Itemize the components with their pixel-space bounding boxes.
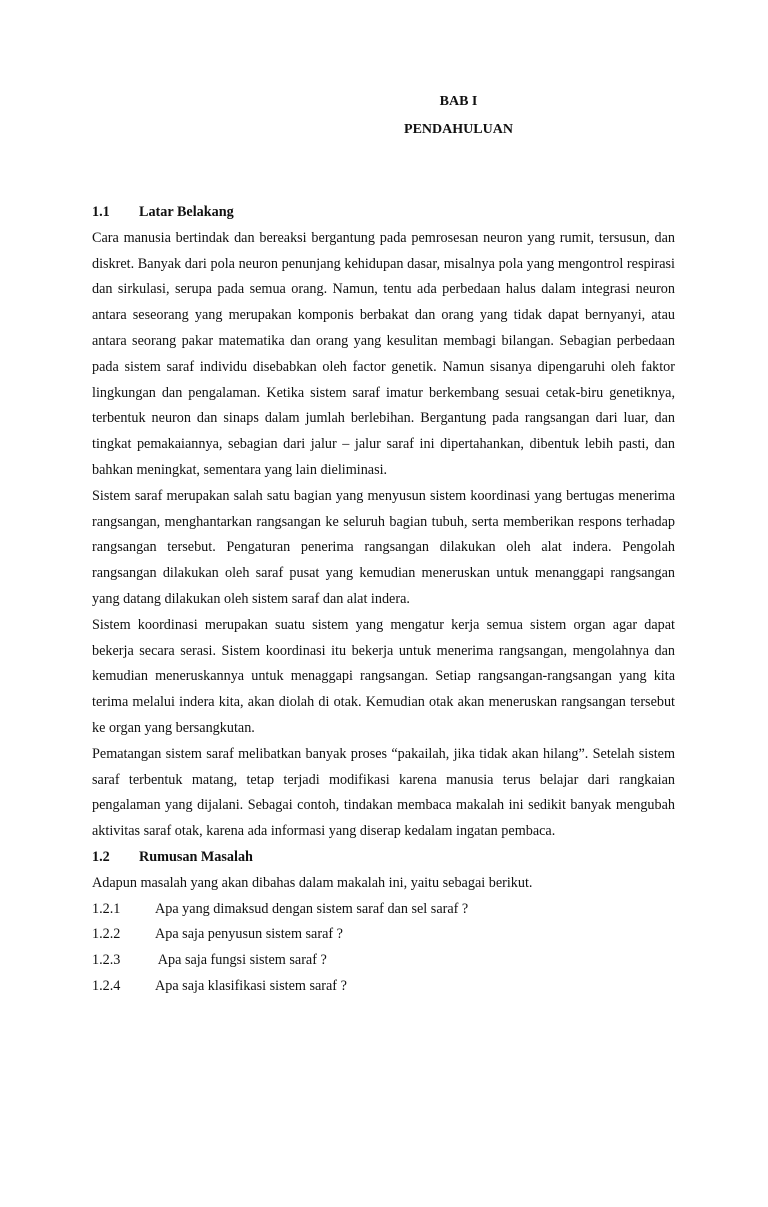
question-number: 1.2.1 xyxy=(92,900,121,917)
question-number: 1.2.2 xyxy=(92,926,121,943)
paragraph: Pematangan sistem saraf melibatkan banyak proses “pakailah, jika tidak akan hilang”. Setelah sistem saraf terbentuk matang, tetap terjadi modifikasi karena manusia terus belajar dari rangkaian pengalaman yang dijalani. Sebagai contoh, tindakan membaca makalah ini sedikit banyak mengubah aktivitas saraf otak, karena ada informasi yang diserap kedalam ingatan pembaca. xyxy=(92,745,675,840)
chapter-title: PENDAHULUAN xyxy=(404,122,513,137)
section-heading-latar-belakang xyxy=(92,200,675,226)
question-text: Apa saja klasifikasi sistem saraf ? xyxy=(155,977,347,994)
question-item xyxy=(92,974,675,1000)
question-number: 1.2.3 xyxy=(92,952,121,969)
document-body xyxy=(92,200,675,1000)
question-text: Apa yang dimaksud dengan sistem saraf dan sel saraf ? xyxy=(155,900,469,917)
question-item xyxy=(92,948,675,974)
section-title: Rumusan Masalah xyxy=(139,848,253,865)
section-number: 1.1 xyxy=(92,204,110,220)
paragraph-intro: Adapun masalah yang akan dibahas dalam makalah ini, yaitu sebagai berikut. xyxy=(92,874,533,891)
section-title: Latar Belakang xyxy=(139,204,234,220)
paragraph: Cara manusia bertindak dan bereaksi bergantung pada pemrosesan neuron yang rumit, tersusun, dan diskret. Banyak dari pola neuron penunjang kehidupan dasar, misalnya pola yang mengontrol respirasi dan sirkulasi, serupa pada semua orang. Namun, tentu ada perbedaan halus dalam integrasi neuron antara seseorang yang merupakan komponis berbakat dan orang yang tidak dapat bernyanyi, atau antara seorang pakar matematika dan orang yang kesulitan membagi bilangan. Sebagian perbedaan pada sistem saraf individu disebabkan oleh factor genetik. Namun sisanya dipengaruhi oleh faktor lingkungan dan pengalaman. Ketika sistem saraf imatur berkembang sesuai cetak-biru genetiknya, terbentuk neuron dan sinaps dalam jumlah berlebihan. Bergantung pada rangsangan dari luar, dan tingkat pemakaiannya, sebagian dari jalur – jalur saraf ini dipertahankan, dibentuk lebih pasti, dan bahkan meningkat, sementara yang lain dieliminasi. xyxy=(92,229,675,478)
section-heading-rumusan-masalah xyxy=(92,845,675,871)
question-text: Apa saja fungsi sistem saraf ? xyxy=(155,952,327,969)
question-item xyxy=(92,897,675,923)
chapter-label: BAB I xyxy=(439,94,478,109)
question-text: Apa saja penyusun sistem saraf ? xyxy=(155,926,343,943)
section-number: 1.2 xyxy=(92,848,110,865)
paragraph: Sistem koordinasi merupakan suatu sistem yang mengatur kerja semua sistem organ agar dapat bekerja secara serasi. Sistem koordinasi itu bekerja untuk menerima rangsangan, mengolahnya dan kemudian meneruskannya untuk menaggapi rangsangan. Setiap rangsangan-rangsangan yang kita terima melalui indera kita, akan diolah di otak. Kemudian otak akan meneruskan rangsangan tersebut ke organ yang bersangkutan. xyxy=(92,616,675,736)
question-number: 1.2.4 xyxy=(92,977,121,994)
question-item xyxy=(92,922,675,948)
paragraph: Sistem saraf merupakan salah satu bagian yang menyusun sistem koordinasi yang bertugas menerima rangsangan, menghantarkan rangsangan ke seluruh bagian tubuh, serta memberikan respons terhadap rangsangan tersebut. Pengaturan penerima rangsangan dilakukan oleh alat indera. Pengolah rangsangan dilakukan oleh saraf pusat yang kemudian meneruskan untuk menanggapi rangsangan yang datang dilakukan oleh sistem saraf dan alat indera. xyxy=(92,487,675,607)
